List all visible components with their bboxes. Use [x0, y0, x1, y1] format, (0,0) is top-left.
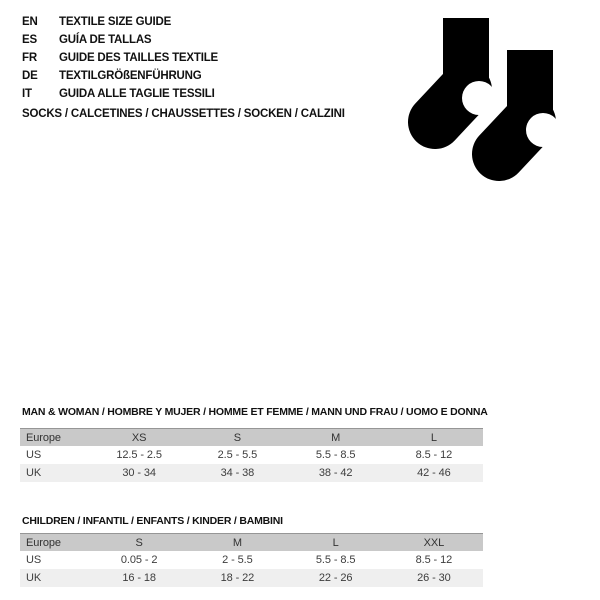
children-table-title: CHILDREN / INFANTIL / ENFANTS / KINDER / BAMBINI	[22, 515, 283, 527]
size-value: 26 - 30	[417, 572, 451, 584]
table-row-us	[20, 446, 483, 464]
language-code: IT	[22, 88, 32, 100]
language-row-de	[22, 67, 218, 85]
size-value: 5.5 - 8.5	[315, 449, 356, 461]
size-value: 42 - 46	[417, 467, 451, 479]
table-row-uk	[20, 464, 483, 482]
column-header-size: M	[232, 536, 242, 549]
column-header-size: L	[332, 536, 339, 549]
language-label: GUÍA DE TALLAS	[59, 34, 152, 46]
size-value: 12.5 - 2.5	[116, 449, 162, 461]
adults-table-title: MAN & WOMAN / HOMBRE Y MUJER / HOMME ET FEMME / MANN UND FRAU / UOMO E DONNA	[22, 406, 488, 418]
language-code: FR	[22, 52, 37, 64]
size-value: 8.5 - 12	[415, 554, 453, 566]
size-value: 2.5 - 5.5	[217, 449, 258, 461]
language-code: DE	[22, 70, 38, 82]
language-row-es	[22, 31, 218, 49]
adults-size-table	[20, 428, 483, 482]
children-size-table	[20, 533, 483, 587]
language-label: GUIDE DES TAILLES TEXTILE	[59, 52, 218, 64]
column-header-region: Europe	[26, 431, 61, 444]
size-value: 0.05 - 2	[120, 554, 158, 566]
table-row-uk	[20, 569, 483, 587]
size-value: 18 - 22	[220, 572, 255, 584]
column-header-region: Europe	[26, 536, 61, 549]
language-guide-list	[22, 13, 218, 103]
row-label: UK	[26, 572, 42, 584]
size-value: 30 - 34	[122, 467, 156, 479]
column-header-size: L	[430, 431, 437, 444]
row-label: US	[26, 449, 42, 461]
language-code: ES	[22, 34, 37, 46]
language-row-fr	[22, 49, 218, 67]
language-row-en	[22, 13, 218, 31]
size-value: 34 - 38	[220, 467, 255, 479]
table-header-row	[20, 533, 483, 551]
language-label: TEXTILE SIZE GUIDE	[59, 16, 172, 28]
size-value: 22 - 26	[318, 572, 353, 584]
column-header-size: S	[135, 536, 143, 549]
language-label: GUIDA ALLE TAGLIE TESSILI	[59, 88, 215, 100]
size-value: 2 - 5.5	[222, 554, 253, 566]
table-row-us	[20, 551, 483, 569]
size-value: 5.5 - 8.5	[315, 554, 356, 566]
table-header-row	[20, 428, 483, 446]
column-header-size: S	[233, 431, 241, 444]
language-label: TEXTILGRÖßENFÜHRUNG	[59, 70, 202, 82]
language-row-it	[22, 85, 218, 103]
size-value: 16 - 18	[122, 572, 156, 584]
socks-icon	[402, 8, 562, 188]
row-label: US	[26, 554, 42, 566]
size-value: 38 - 42	[318, 467, 353, 479]
row-label: UK	[26, 467, 42, 479]
category-title: SOCKS / CALCETINES / CHAUSSETTES / SOCKEN / CALZINI	[22, 108, 345, 120]
column-header-size: M	[331, 431, 341, 444]
size-value: 8.5 - 12	[415, 449, 453, 461]
column-header-size: XS	[131, 431, 147, 444]
column-header-size: XXL	[423, 536, 445, 549]
language-code: EN	[22, 16, 38, 28]
